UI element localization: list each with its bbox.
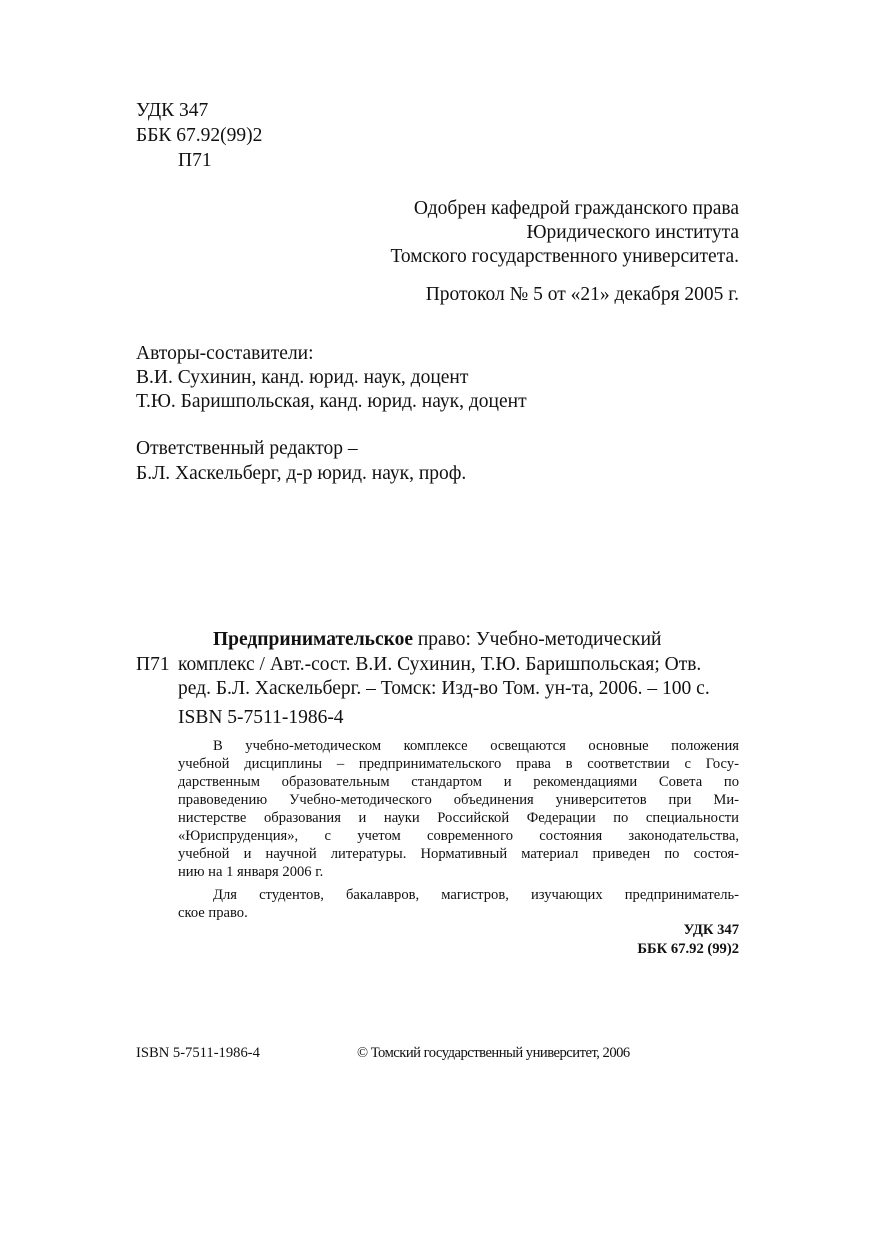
abstract-line: дарственным образовательным стандартом и рекомендациями Совета по [178,774,739,790]
abstract-udk: УДК 347 [683,922,739,938]
author-2: Т.Ю. Баришпольская, канд. юрид. наук, доцент [136,391,527,412]
bib-title-line [213,628,661,652]
abstract-line: нию на 1 января 2006 г. [178,864,324,880]
abstract-line: «Юриспруденция», с учетом современного состояния законодательства, [178,828,739,844]
author-mark-code: П71 [178,150,212,171]
editor-heading: Ответственный редактор – [136,438,358,459]
bib-code: П71 [136,654,170,675]
approval-line-1: Одобрен кафедрой гражданского права [413,198,739,219]
footer-copyright: © Томский государственный университет, 2006 [357,1045,630,1061]
protocol-line: Протокол № 5 от «21» декабря 2005 г. [425,284,739,305]
bib-title-bold: Предпринимательское [213,629,413,650]
bib-title-rest: право: Учебно-методический [412,629,662,650]
bib-line-3: ред. Б.Л. Хаскельберг. – Томск: Изд-во Том. ун-та, 2006. – 100 с. [178,678,710,699]
bib-isbn: ISBN 5-7511-1986-4 [178,707,344,728]
abstract-bbk: ББК 67.92 (99)2 [637,941,739,957]
footer-isbn: ISBN 5-7511-1986-4 [136,1045,260,1061]
author-1: В.И. Сухинин, канд. юрид. наук, доцент [136,367,469,388]
bbk-code: ББК 67.92(99)2 [136,125,263,146]
abstract-line: В учебно-методическом комплексе освещаются основные положения [213,738,739,754]
udk-code: УДК 347 [136,100,209,121]
approval-line-2: Юридического института [526,222,739,243]
abstract-line: учебной и научной литературы. Нормативный материал приведен по состоя- [178,846,739,862]
approval-line-3: Томского государственного университета. [390,246,739,267]
authors-heading: Авторы-составители: [136,343,314,364]
bib-line-2: комплекс / Авт.-сост. В.И. Сухинин, Т.Ю. Баришпольская; Отв. [178,654,702,675]
editor-name: Б.Л. Хаскельберг, д-р юрид. наук, проф. [136,463,467,484]
abstract-line: учебной дисциплины – предпринимательского права в соответствии с Госу- [178,756,739,772]
audience-line: Для студентов, бакалавров, магистров, изучающих предприниматель- [213,887,739,903]
audience-line: ское право. [178,905,248,921]
abstract-line: нистерстве образования и науки Российской Федерации по специальности [178,810,739,826]
abstract-line: правоведению Учебно-методического объединения университетов при Ми- [178,792,739,808]
